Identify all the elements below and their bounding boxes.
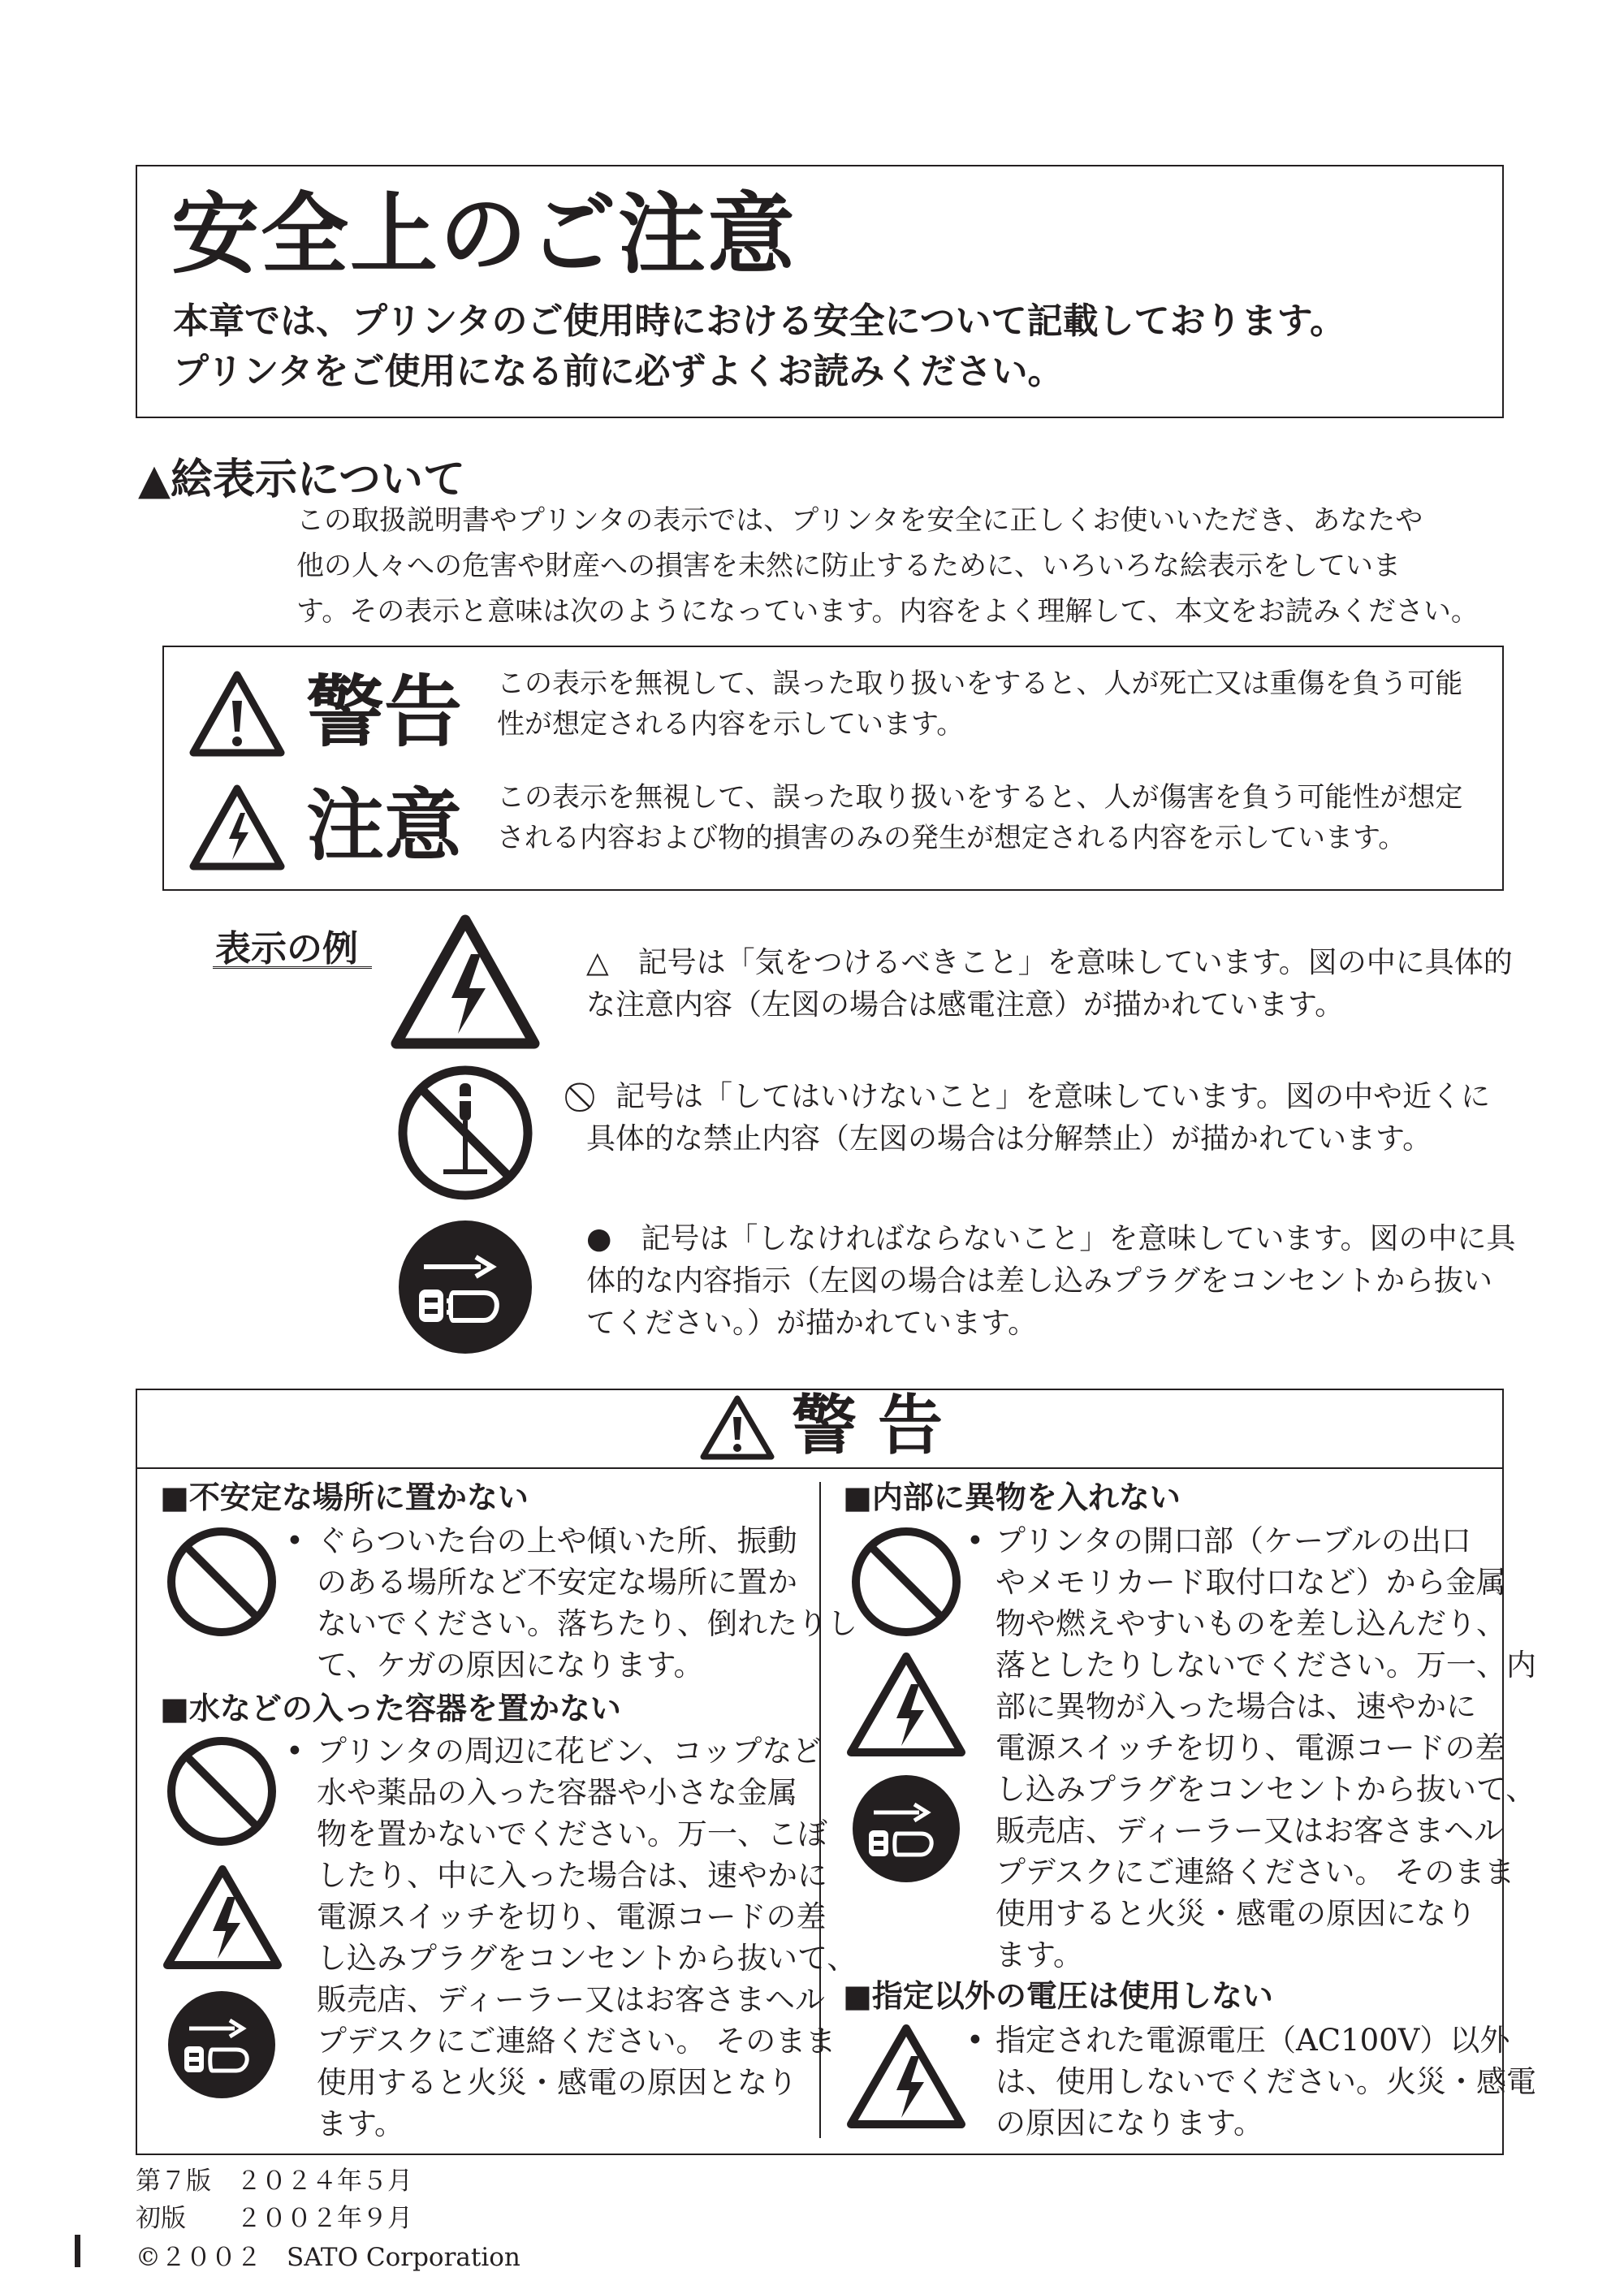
example-label-underline — [213, 966, 372, 969]
body-line: 部に異物が入った場合は、速やかに — [996, 1689, 1476, 1724]
example-label: 表示の例 — [215, 928, 358, 970]
electric-shock-triangle-icon — [162, 1864, 283, 1972]
intro-line: プリンタをご使用になる前に必ずよくお読みください。 — [173, 351, 1064, 392]
signal-word-box — [162, 646, 1504, 891]
desc-line: この表示を無視して、誤った取り扱いをすると、人が傷害を負う可能性が想定 — [497, 781, 1463, 814]
prohibited-icon — [166, 1527, 277, 1637]
body-line: やメモリカード取付口など）から金属 — [996, 1565, 1506, 1600]
body-line: し込みプラグをコンセントから抜いて、 — [996, 1772, 1536, 1807]
unplug-power-icon — [396, 1218, 534, 1356]
page-edge-mark — [75, 2235, 80, 2267]
desc-line: 性が想定される内容を示しています。 — [497, 708, 965, 741]
body-line: プデスクにご連絡ください。 そのまま — [317, 2024, 836, 2059]
warning-item-title: ■内部に異物を入れない — [843, 1480, 1181, 1515]
body-line: プデスクにご連絡ください。 そのまま — [996, 1855, 1515, 1890]
paragraph-line: す。その表示と意味は次のようになっています。内容をよく理解して、本文をお読みください。 — [296, 595, 1479, 628]
signal-desc-caution — [497, 777, 1462, 859]
no-disassembly-icon — [396, 1064, 534, 1202]
bullet: • — [966, 2023, 984, 2058]
section-heading-pictograms: ▲絵表示について — [138, 456, 465, 504]
signal-word-warning: 警告 — [306, 667, 462, 758]
desc-line: される内容および物的損害のみの発生が想定される内容を示しています。 — [497, 822, 1406, 855]
paragraph-line: 他の人々への危害や財産への損害を未然に防止するために、いろいろな絵表示をしていま — [296, 550, 1401, 582]
body-line: し込みプラグをコンセントから抜いて、 — [317, 1941, 857, 1976]
copyright-line: ©２００２ SATO Corporation — [136, 2243, 520, 2272]
body-line: 指定された電源電圧（AC100V）以外 — [996, 2023, 1510, 2058]
body-line: 販売店、ディーラー又はお客さまヘル — [996, 1813, 1505, 1848]
unplug-power-icon — [166, 1989, 277, 2100]
body-line: ぐらついた台の上や傾いた所、振動 — [317, 1523, 797, 1558]
body-line: プリンタの周辺に花ビン、コップなど — [317, 1734, 823, 1769]
warning-item-title: ■不安定な場所に置かない — [160, 1480, 529, 1515]
page-title: 安全上のご注意 — [171, 184, 797, 286]
unplug-power-icon — [851, 1773, 961, 1884]
body-line: 電源スイッチを切り、電源コードの差 — [317, 1899, 827, 1934]
example-text-line: 体的な内容指示（左図の場合は差し込みプラグをコンセントから抜い — [586, 1264, 1493, 1298]
paragraph-line: この取扱説明書やプリンタの表示では、プリンタを安全に正しくお使いいただき、あなたや — [296, 504, 1423, 537]
warning-header-divider — [136, 1467, 1504, 1469]
example-text-line: てください。）が描かれています。 — [586, 1307, 1038, 1340]
example-text-line: ● 記号は「しなければならないこと」を意味しています。図の中に具 — [586, 1222, 1516, 1255]
intro-line: 本章では、プリンタのご使用時における安全について記載しております。 — [173, 300, 1346, 342]
warning-triangle-exclamation-icon — [188, 670, 286, 758]
example-text-line: △ 記号は「気をつけるべきこと」を意味しています。図の中に具体的 — [586, 946, 1513, 979]
body-line: 使用すると火災・感電の原因となり — [317, 2065, 797, 2100]
desc-line: この表示を無視して、誤った取り扱いをすると、人が死亡又は重傷を負う可能 — [497, 667, 1463, 700]
body-line: ます。 — [317, 2106, 405, 2141]
electric-shock-triangle-icon — [846, 1652, 966, 1759]
body-line: 落としたりしないでください。万一、内 — [996, 1648, 1536, 1683]
body-line: は、使用しないでください。火災・感電 — [996, 2064, 1536, 2099]
body-line: のある場所など不安定な場所に置か — [317, 1565, 797, 1600]
body-line: ないでください。落ちたり、倒れたりし — [317, 1606, 857, 1641]
body-line: 電源スイッチを切り、電源コードの差 — [996, 1730, 1505, 1765]
warning-item-title: ■水などの入った容器を置かない — [160, 1691, 621, 1726]
signal-word-caution: 注意 — [306, 780, 462, 871]
body-line: て、ケガの原因になります。 — [317, 1648, 704, 1683]
warning-triangle-exclamation-icon — [700, 1394, 775, 1461]
bullet: • — [286, 1734, 304, 1769]
body-line: 水や薬品の入った容器や小さな金属 — [317, 1775, 797, 1810]
body-line: プリンタの開口部（ケーブルの出口 — [996, 1523, 1471, 1558]
electric-shock-triangle-icon — [846, 2024, 966, 2131]
body-line: 販売店、ディーラー又はお客さまヘル — [317, 1982, 826, 2017]
prohibited-icon — [851, 1527, 961, 1637]
prohibited-icon — [166, 1736, 277, 1847]
body-line: 物や燃えやすいものを差し込んだり、 — [996, 1606, 1506, 1641]
bullet: • — [966, 1523, 984, 1558]
body-line: 使用すると火災・感電の原因になり — [996, 1896, 1476, 1931]
warning-item-title: ■指定以外の電圧は使用しない — [843, 1978, 1273, 2014]
bullet: • — [286, 1523, 304, 1558]
electric-shock-triangle-icon — [390, 914, 541, 1052]
example-text-line: 具体的な禁止内容（左図の場合は分解禁止）が描かれています。 — [586, 1122, 1432, 1156]
body-line: ます。 — [996, 1938, 1084, 1972]
body-line: 物を置かないでください。万一、こぼ — [317, 1817, 827, 1851]
warning-section-title: 警告 — [792, 1388, 964, 1463]
edition-line: 初版 ２００２年９月 — [136, 2204, 412, 2233]
title-box — [136, 165, 1504, 418]
example-text-line: ⃠ 記号は「してはいけないこと」を意味しています。図の中や近くに — [586, 1080, 1491, 1113]
body-line: したり、中に入った場合は、速やかに — [317, 1858, 827, 1893]
example-text-line: な注意内容（左図の場合は感電注意）が描かれています。 — [586, 988, 1345, 1022]
edition-line: 第７版 ２０２４年５月 — [136, 2167, 412, 2196]
body-line: の原因になります。 — [996, 2106, 1264, 2141]
signal-desc-warning — [497, 663, 1462, 745]
caution-triangle-lightning-icon — [188, 784, 286, 871]
